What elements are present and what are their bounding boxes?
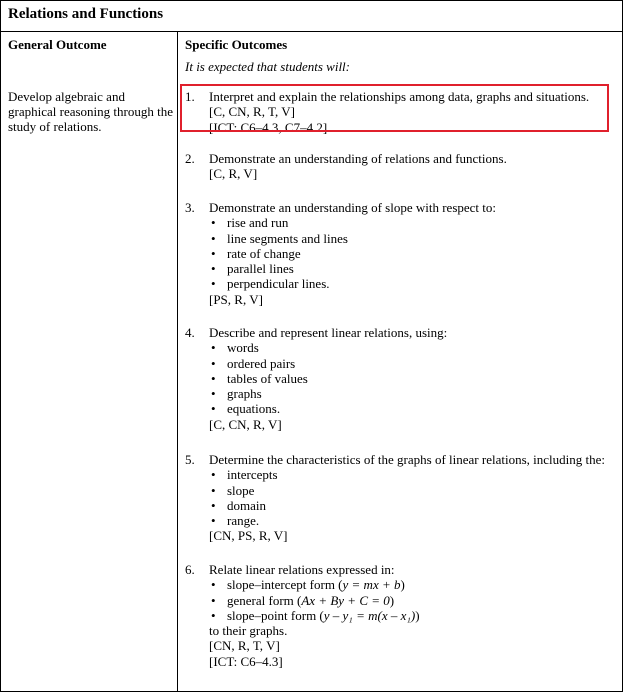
list-item: • slope [209, 483, 617, 498]
list-item: • rate of change [209, 246, 617, 261]
form-equation: Ax + By + C = 0 [301, 592, 390, 608]
outcome-item-5 [185, 452, 617, 544]
list-item: • intercepts [209, 467, 617, 482]
outcome-code: [C, R, V] [209, 166, 258, 182]
list-item: • equations. [209, 401, 617, 416]
list-item [209, 608, 617, 623]
list-item: • line segments and lines [209, 231, 617, 246]
outcome-number: 1. [185, 89, 195, 104]
list-item: • tables of values [209, 371, 617, 386]
outcome-ict-code: [ICT: C6–4.3, C7–4.2] [209, 119, 328, 135]
outcome-number: 2. [185, 151, 195, 166]
outcome-text-after: to their graphs. [209, 623, 288, 639]
form-paren: ) [400, 577, 405, 593]
outcome-item-6 [185, 562, 617, 669]
outcome-code: [PS, R, V] [209, 291, 263, 307]
form-label: slope–point form ( [227, 607, 324, 623]
list-item: • rise and run [209, 215, 617, 230]
outcome-text: Relate linear relations expressed in: [209, 562, 395, 577]
outcome-number: 3. [185, 200, 195, 215]
list-item [209, 577, 617, 592]
list-item: • perpendicular lines. [209, 276, 617, 291]
form-equation: y – y₁ = m(x – x₁) [323, 607, 416, 623]
highlight-box [180, 84, 609, 132]
outcome-text: Interpret and explain the relationships among data, graphs and situations. [209, 89, 590, 104]
outcome-number: 5. [185, 452, 195, 467]
outcome-number: 6. [185, 562, 195, 577]
bullet-list [209, 577, 617, 623]
outcome-item-4 [185, 325, 617, 432]
outcome-code: [CN, PS, R, V] [209, 528, 288, 544]
form-paren: ) [415, 607, 420, 623]
outcome-text: Describe and represent linear relations, using: [209, 325, 448, 340]
outcome-code: [C, CN, R, T, V] [209, 104, 295, 120]
bullet-list [209, 215, 617, 291]
list-item: • domain [209, 498, 617, 513]
bullet-list [209, 340, 617, 416]
outcome-text: Determine the characteristics of the graphs of linear relations, including the: [209, 452, 605, 467]
form-label: general form ( [227, 592, 302, 608]
outcomes-intro: It is expected that students will: [185, 59, 350, 74]
list-item: • parallel lines [209, 261, 617, 276]
list-item [209, 593, 617, 608]
outcome-item-2 [185, 151, 617, 182]
list-item: • words [209, 340, 617, 355]
list-item: • graphs [209, 386, 617, 401]
form-paren: ) [389, 592, 395, 608]
outcome-text: Demonstrate an understanding of slope with respect to: [209, 200, 497, 215]
outcome-code: [C, CN, R, V] [209, 416, 282, 432]
page-title: Relations and Functions [8, 6, 164, 22]
form-equation: y = mx + b [342, 577, 401, 593]
bullet-list [209, 467, 617, 528]
table-header [1, 1, 622, 32]
outcome-item-3 [185, 200, 617, 307]
outcome-number: 4. [185, 325, 195, 340]
list-item: • range. [209, 513, 617, 528]
specific-outcomes-heading: Specific Outcomes [185, 37, 288, 52]
general-outcome-heading: General Outcome [8, 37, 107, 52]
outcome-code: [CN, R, T, V] [209, 638, 280, 654]
form-label: slope–intercept form ( [227, 577, 343, 593]
column-divider [177, 32, 178, 691]
general-outcome-text: Develop algebraic and graphical reasoning through the study of relations. [8, 89, 173, 134]
outcome-ict-code: [ICT: C6–4.3] [209, 653, 283, 669]
list-item: • ordered pairs [209, 356, 617, 371]
outcome-text: Demonstrate an understanding of relations and functions. [209, 151, 507, 166]
